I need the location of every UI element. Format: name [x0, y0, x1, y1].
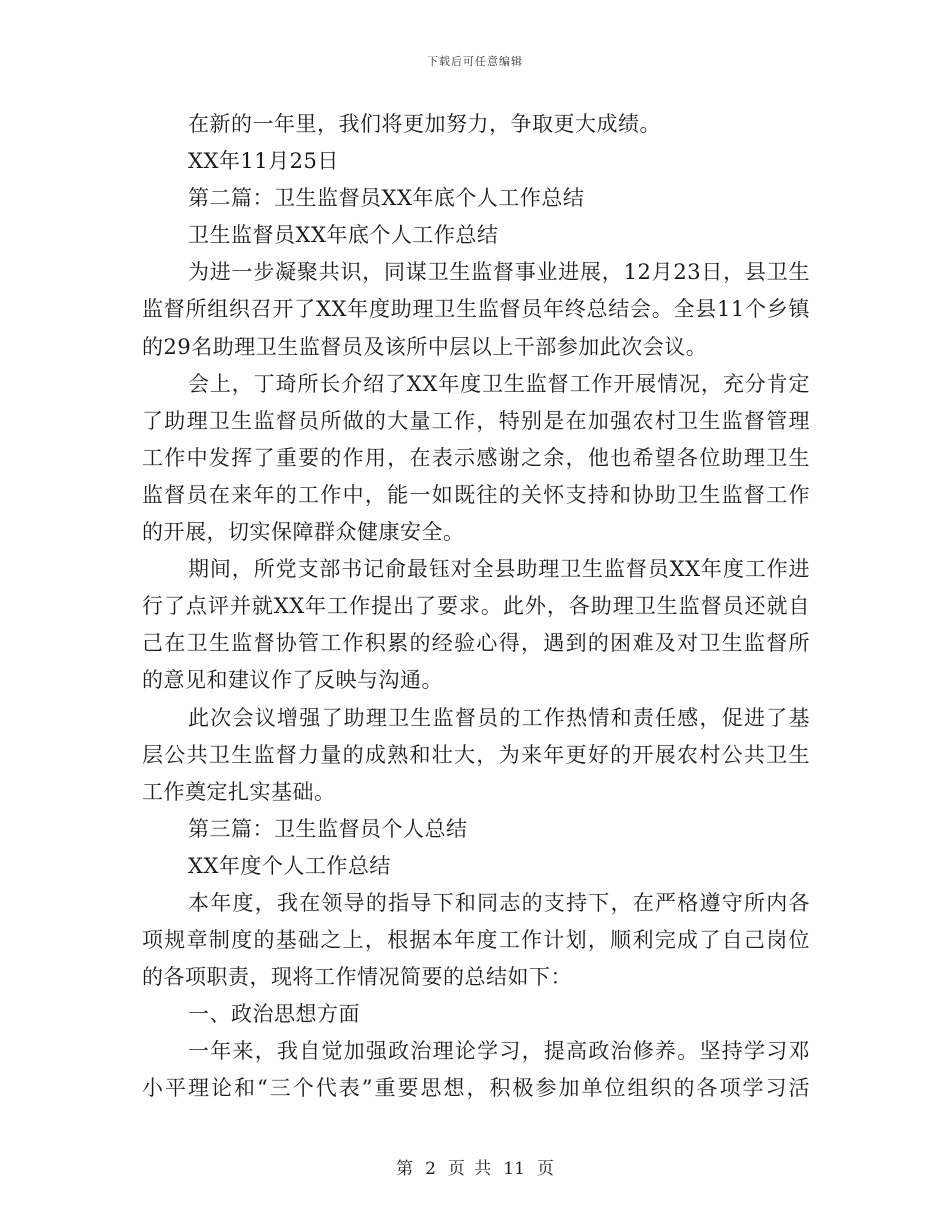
footer-current-page: 2: [425, 1159, 436, 1179]
text-line: 的29名助理卫生监督员及该所中层以上干部参加此次会议。: [142, 334, 708, 359]
text-line: 此次会议增强了助理卫生监督员的工作热情和责任感，促进了基: [188, 705, 810, 730]
text-line: 本年度，我在领导的指导下和同志的支持下，在严格遵守所内各: [188, 890, 810, 915]
footer-prefix: 第: [396, 1159, 414, 1179]
text-line: 在新的一年里，我们将更加努力，争取更大成绩。: [188, 112, 661, 136]
text-line: 的开展，切实保障群众健康安全。: [142, 520, 465, 545]
text-line: 卫生监督员XX年底个人工作总结: [188, 223, 499, 248]
text-line: 项规章制度的基础之上，根据本年度工作计划，顺利完成了自己岗位: [142, 928, 810, 953]
text-line: 监督所组织召开了XX年度助理卫生监督员年终总结会。全县11个乡镇: [142, 297, 810, 322]
text-line: 的各项职责，现将工作情况简要的总结如下：: [142, 965, 572, 990]
text-line: 工作奠定扎实基础。: [142, 779, 336, 804]
text-line: 的意见和建议作了反映与沟通。: [142, 668, 443, 693]
text-line: 了助理卫生监督员所做的大量工作，特别是在加强农村卫生监督管理: [142, 408, 810, 433]
page-header: 下载后可任意编辑: [427, 55, 523, 68]
text-line: XX年11月25日: [188, 149, 339, 174]
text-line: 层公共卫生监督力量的成熟和壮大，为来年更好的开展农村公共卫生: [142, 742, 810, 767]
text-line: 第二篇：卫生监督员XX年底个人工作总结: [188, 186, 585, 211]
text-line: XX年度个人工作总结: [188, 853, 391, 878]
footer-total-pages: 11: [503, 1159, 525, 1179]
footer-middle: 页 共: [447, 1159, 492, 1179]
text-line: 小平理论和“三个代表”重要思想，积极参加单位组织的各项学习活: [142, 1076, 810, 1101]
text-line: 工作中发挥了重要的作用，在表示感谢之余，他也希望各位助理卫生: [142, 445, 810, 470]
footer-suffix: 页: [536, 1159, 554, 1179]
document-body: [142, 106, 810, 1108]
text-line: 己在卫生监督协管工作积累的经验心得，遇到的困难及对卫生监督所: [142, 631, 810, 656]
text-line: 期间，所党支部书记俞最钰对全县助理卫生监督员XX年度工作进: [188, 557, 810, 582]
text-line: 为进一步凝聚共识，同谋卫生监督事业进展，12月23日，县卫生: [188, 260, 810, 285]
text-line: 行了点评并就XX年工作提出了要求。此外，各助理卫生监督员还就自: [142, 594, 810, 619]
text-line: 监督员在来年的工作中，能一如既往的关怀支持和协助卫生监督工作: [142, 482, 810, 507]
text-line: 一、政治思想方面: [188, 1002, 360, 1027]
text-line: 第三篇：卫生监督员个人总结: [188, 816, 468, 841]
text-line: 会上，丁琦所长介绍了XX年度卫生监督工作开展情况，充分肯定: [188, 371, 810, 396]
text-line: 一年来，我自觉加强政治理论学习，提高政治修养。坚持学习邓: [188, 1039, 810, 1064]
page-footer: [0, 1154, 950, 1179]
